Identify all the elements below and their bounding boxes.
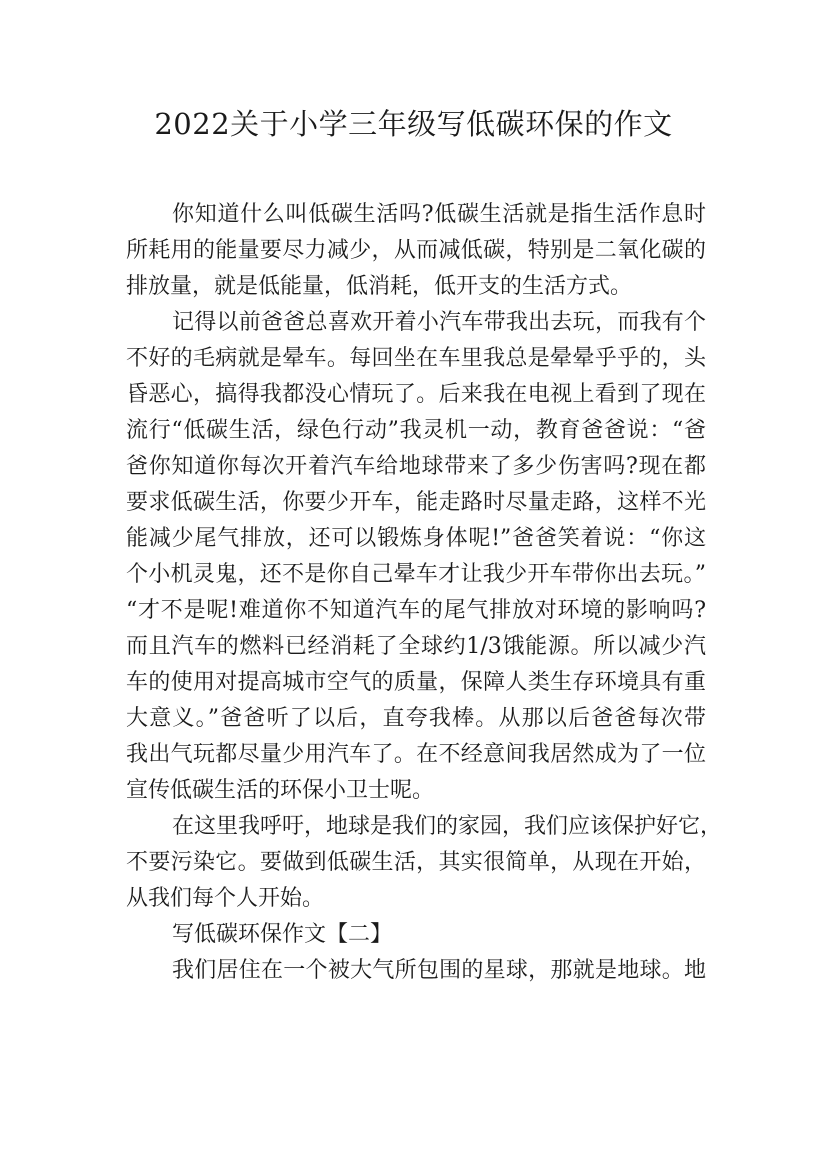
text-line: 大意义。”爸爸听了以后，直夸我棒。从那以后爸爸每次带 [126, 706, 706, 731]
text-line: 爸你知道你每次开着汽车给地球带来了多少伤害吗?现在都 [126, 454, 706, 479]
text-line: 在这里我呼吁，地球是我们的家园，我们应该保护好它， [172, 814, 723, 839]
text-line: 排放量，就是低能量，低消耗，低开支的生活方式。 [126, 274, 633, 299]
text-line: 个小机灵鬼，还不是你自己晕车才让我少开车带你出去玩。” [126, 562, 706, 587]
section-heading: 写低碳环保作文【二】 [172, 922, 393, 947]
text-line: 流行“低碳生活，绿色行动”我灵机一动，教育爸爸说：“爸 [126, 418, 706, 443]
text-line: 所耗用的能量要尽力减少，从而减低碳，特别是二氧化碳的 [126, 238, 706, 263]
text-line: 我们居住在一个被大气所包围的星球，那就是地球。地 [172, 958, 706, 983]
text-line: 记得以前爸爸总喜欢开着小汽车带我出去玩，而我有个 [172, 310, 706, 335]
text-line: 不要污染它。要做到低碳生活，其实很简单，从现在开始， [126, 850, 706, 875]
text-line: 宣传低碳生活的环保小卫士呢。 [126, 778, 435, 803]
text-line: 你知道什么叫低碳生活吗?低碳生活就是指生活作息时 [172, 202, 706, 227]
text-line: 车的使用对提高城市空气的质量，保障人类生存环境具有重 [126, 670, 706, 695]
text-line: 我出气玩都尽量少用汽车了。在不经意间我居然成为了一位 [126, 742, 706, 767]
text-line: 而且汽车的燃料已经消耗了全球约1/3饿能源。所以减少汽 [126, 634, 706, 659]
text-line: 昏恶心，搞得我都没心情玩了。后来我在电视上看到了现在 [126, 382, 706, 407]
document-title: 2022关于小学三年级写低碳环保的作文 [154, 107, 673, 141]
text-line: 从我们每个人开始。 [126, 886, 325, 911]
text-line: 能减少尾气排放，还可以锻炼身体呢!”爸爸笑着说：“你这 [126, 526, 706, 551]
text-line: “才不是呢!难道你不知道汽车的尾气排放对环境的影响吗? [126, 598, 706, 623]
text-line: 不好的毛病就是晕车。每回坐在车里我总是晕晕乎乎的，头 [126, 346, 706, 371]
text-line: 要求低碳生活，你要少开车，能走路时尽量走路，这样不光 [126, 490, 706, 515]
